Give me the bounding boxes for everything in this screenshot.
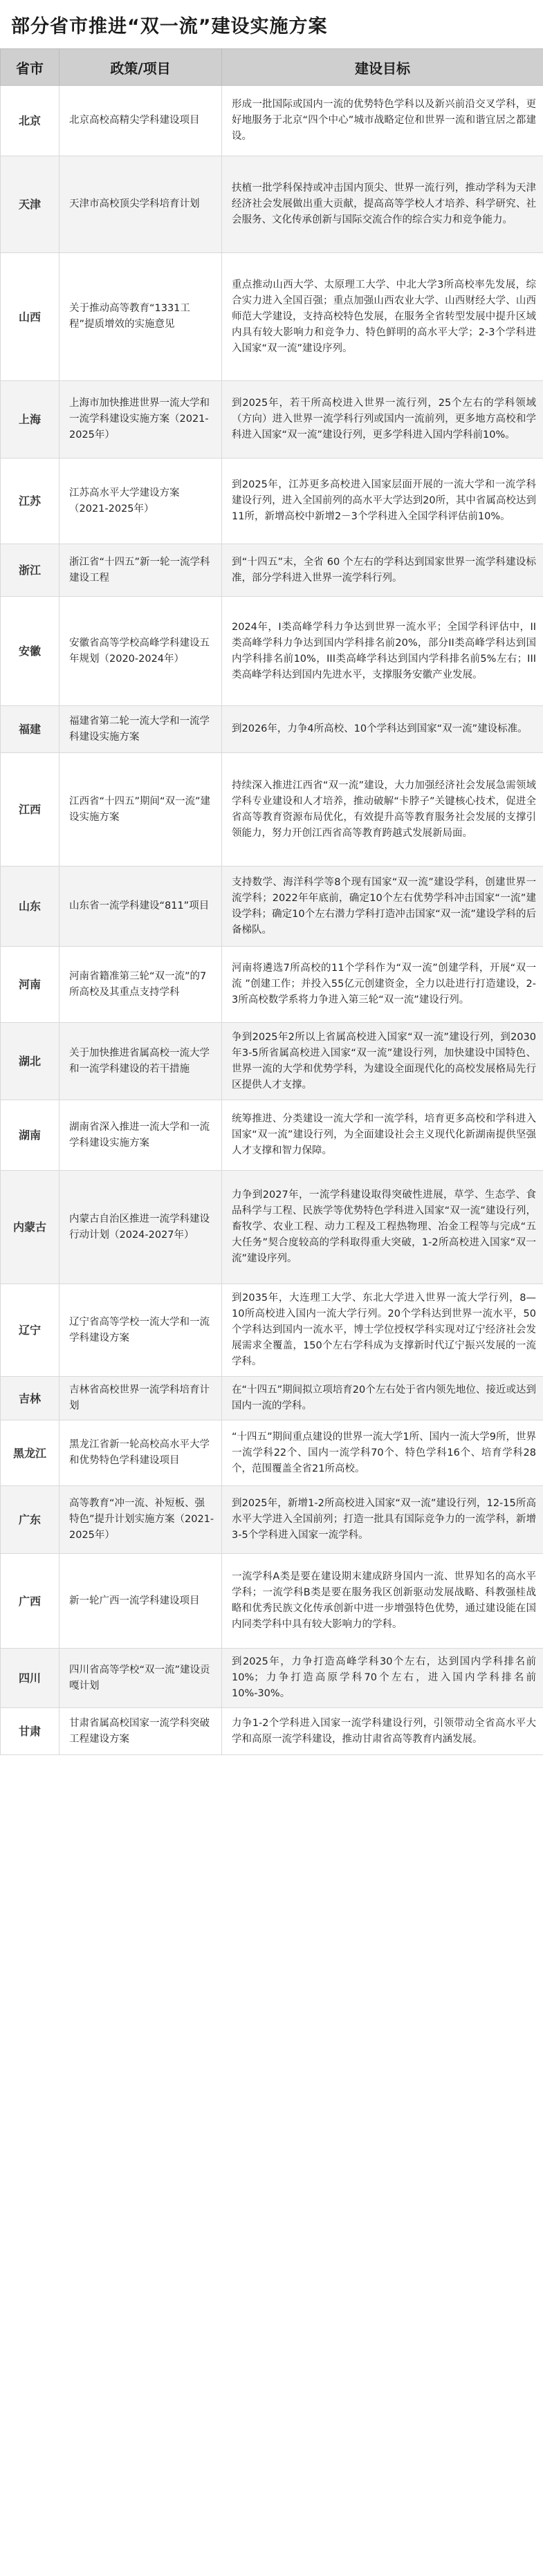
policy-cell: 北京高校高精尖学科建设项目 [59,86,222,156]
goal-cell: 支持数学、海洋科学等8个现有国家“双一流”建设学科，创建世界一流学科；2022年年底前，确定10个左右优势学科冲击国家“一流”建设学科；确定10个左右潜力学科打造冲击国家“双一流”建设学科的后备梯队。 [222,867,543,947]
table-row [1,381,543,458]
header-goal: 建设目标 [222,49,543,86]
province-cell: 福建 [1,706,59,753]
table-row [1,1100,543,1171]
table-row [1,156,543,253]
province-cell: 上海 [1,381,59,458]
table-row [1,1171,543,1284]
header-row [1,49,543,86]
policy-cell: 浙江省“十四五”新一轮一流学科建设工程 [59,544,222,597]
table-row [1,867,543,947]
policy-cell: 内蒙古自治区推进一流学科建设行动计划（2024-2027年） [59,1171,222,1284]
table-row [1,1486,543,1554]
province-cell: 天津 [1,156,59,253]
goal-cell: 重点推动山西大学、太原理工大学、中北大学3所高校率先发展，综合实力进入全国百强；重点加强山西农业大学、山西财经大学、山西师范大学建设，支持高校特色发展，在服务全省转型发展中提升区域内具有较大影响力和竞争力、特色鲜明的高水平大学；2-3个学科进入国家“双一流”建设序列。 [222,253,543,381]
policy-cell: 新一轮广西一流学科建设项目 [59,1554,222,1649]
province-cell: 广东 [1,1486,59,1554]
goal-cell: 到“十四五”末，全省 60 个左右的学科达到国家世界一流学科建设标准，部分学科进入世界一流学科行列。 [222,544,543,597]
province-cell: 内蒙古 [1,1171,59,1284]
policy-cell: 福建省第二轮一流大学和一流学科建设实施方案 [59,706,222,753]
table-row [1,1649,543,1708]
province-cell: 江西 [1,753,59,867]
province-cell: 山东 [1,867,59,947]
table-row [1,1420,543,1486]
title-bar [0,0,543,48]
province-cell: 广西 [1,1554,59,1649]
province-cell: 黑龙江 [1,1420,59,1486]
table-row [1,753,543,867]
table-row [1,706,543,753]
policy-cell: 高等教育“冲一流、补短板、强特色”提升计划实施方案（2021-2025年） [59,1486,222,1554]
province-cell: 安徽 [1,597,59,706]
table-row [1,544,543,597]
goal-cell: 2024年，I类高峰学科力争达到世界一流水平；全国学科评估中，II类高峰学科力争达到国内学科排名前20%，部分II类高峰学科达到国内学科排名前10%，III类高峰学科达到国内学科排名前5%左右；III类高峰学科达到国内先进水平，支撑服务安徽产业发展。 [222,597,543,706]
table-row [1,1284,543,1377]
table-body [1,86,543,1755]
goal-cell: 争到2025年2所以上省属高校进入国家“双一流”建设行列，到2030年3-5所省属高校进入国家“双一流”建设行列，加快建设中国特色、世界一流的大学和优势学科，为建设全面现代化的高校发展格局先行区提供人才支撑。 [222,1023,543,1100]
page-title: 部分省市推进“双一流”建设实施方案 [11,15,328,37]
goal-cell: 到2025年，江苏更多高校进入国家层面开展的一流大学和一流学科建设行列，进入全国前列的高水平大学达到20所，其中省属高校达到11所，新增高校中新增2－3个学科进入全国学科评估前10%。 [222,458,543,544]
province-cell: 山西 [1,253,59,381]
policy-cell: 安徽省高等学校高峰学科建设五年规划（2020-2024年） [59,597,222,706]
goal-cell: 河南将遴选7所高校的11个学科作为“双一流”创建学科，开展“双一流 ”创建工作；并投入55亿元创建资金，全力以赴进行打造建设，2-3所高校数学系将力争进入第三轮“双一流”建设行列。 [222,947,543,1023]
policy-cell: 辽宁省高等学校一流大学和一流学科建设方案 [59,1284,222,1377]
goal-cell: 力争1-2个学科进入国家一流学科建设行列，引领带动全省高水平大学和高原一流学科建设，推动甘肃省高等教育内涵发展。 [222,1708,543,1755]
goal-cell: 一流学科A类是要在建设期末建成跻身国内一流、世界知名的高水平学科；一流学科B类是要在服务我区创新驱动发展战略、科教强桂战略和优秀民族文化传承创新中进一步增强特色优势，通过建设能在国内同类学科中具有较大影响力的学科。 [222,1554,543,1649]
policy-cell: 湖南省深入推进一流大学和一流学科建设实施方案 [59,1100,222,1171]
goal-cell: 到2025年，力争打造高峰学科30个左右，达到国内学科排名前10%；力争打造高原学科70个左右，进入国内学科排名前10%-30%。 [222,1649,543,1708]
plan-table [0,48,543,1755]
policy-cell: 山东省一流学科建设“811”项目 [59,867,222,947]
goal-cell: 力争到2027年，一流学科建设取得突破性进展，草学、生态学、食品科学与工程、民族学等优势特色学科进入国家“双一流”建设行列，畜牧学、农业工程、动力工程及工程热物理、冶金工程等与完成“五大任务”契合度较高的学科取得重大突破，1-2所高校进入国家“双一流”建设序列。 [222,1171,543,1284]
policy-cell: 四川省高等学校“双一流”建设贡嘎计划 [59,1649,222,1708]
table-row [1,597,543,706]
province-cell: 吉林 [1,1377,59,1420]
policy-cell: 河南省籍准第三轮“双一流”的7所高校及其重点支持学科 [59,947,222,1023]
policy-cell: 天津市高校顶尖学科培育计划 [59,156,222,253]
goal-cell: 到2025年，若干所高校进入世界一流行列，25个左右的学科领域（方向）进入世界一流学科行列或国内一流前列，更多地方高校和学科进入国家“双一流”建设行列，更多学科进入国内学科前10%。 [222,381,543,458]
goal-cell: 持续深入推进江西省“双一流”建设，大力加强经济社会发展急需领域学科专业建设和人才培养，推动破解“卡脖子”关键核心技术，促进全省高等教育资源布局优化，有效提升高等教育服务社会发展的支撑引领能力，努力开创江西省高等教育跨越式发展新局面。 [222,753,543,867]
header-province: 省市 [1,49,59,86]
policy-cell: 关于推动高等教育“1331工程”提质增效的实施意见 [59,253,222,381]
table-row [1,1554,543,1649]
province-cell: 湖北 [1,1023,59,1100]
goal-cell: 在“十四五”期间拟立项培育20个左右处于省内领先地位、接近或达到国内一流的学科。 [222,1377,543,1420]
province-cell: 北京 [1,86,59,156]
policy-cell: 甘肃省属高校国家一流学科突破工程建设方案 [59,1708,222,1755]
table-row [1,253,543,381]
goal-cell: 形成一批国际或国内一流的优势特色学科以及新兴前沿交叉学科，更好地服务于北京“四个中心”城市战略定位和世界一流和谐宜居之都建设。 [222,86,543,156]
goal-cell: 统筹推进、分类建设一流大学和一流学科，培育更多高校和学科进入国家“双一流”建设行列，为全面建设社会主义现代化新湖南提供坚强人才支撑和智力保障。 [222,1100,543,1171]
table-row [1,86,543,156]
policy-cell: 江苏高水平大学建设方案（2021-2025年） [59,458,222,544]
table-row [1,947,543,1023]
table-row [1,1023,543,1100]
goal-cell: 到2025年，新增1-2所高校进入国家“双一流”建设行列，12-15所高水平大学进入全国前列；打造一批具有国际竞争力的一流学科，新增3-5个学科进入国家一流学科。 [222,1486,543,1554]
province-cell: 辽宁 [1,1284,59,1377]
policy-cell: 关于加快推进省属高校一流大学和一流学科建设的若干措施 [59,1023,222,1100]
province-cell: 四川 [1,1649,59,1708]
table-row [1,1708,543,1755]
province-cell: 甘肃 [1,1708,59,1755]
policy-cell: 江西省“十四五”期间“双一流”建设实施方案 [59,753,222,867]
table-row [1,458,543,544]
table-row [1,1377,543,1420]
goal-cell: 扶植一批学科保持或冲击国内顶尖、世界一流行列，推动学科为天津经济社会发展做出重大贡献，提高高等学校人才培养、科学研究、社会服务、文化传承创新与国际交流合作的综合实力和竞争能力。 [222,156,543,253]
province-cell: 浙江 [1,544,59,597]
table-header [1,49,543,86]
province-cell: 湖南 [1,1100,59,1171]
province-cell: 河南 [1,947,59,1023]
policy-cell: 黑龙江省新一轮高校高水平大学和优势特色学科建设项目 [59,1420,222,1486]
policy-cell: 吉林省高校世界一流学科培育计划 [59,1377,222,1420]
goal-cell: 到2026年，力争4所高校、10个学科达到国家“双一流”建设标准。 [222,706,543,753]
goal-cell: 到2035年，大连理工大学、东北大学进入世界一流大学行列，8—10所高校进入国内一流大学行列。20个学科达到世界一流水平，50个学科达到国内一流水平，博士学位授权学科实现对辽宁经济社会发展需求全覆盖，150个左右学科成为支撑新时代辽宁振兴发展的一流学科。 [222,1284,543,1377]
province-cell: 江苏 [1,458,59,544]
policy-cell: 上海市加快推进世界一流大学和一流学科建设实施方案（2021-2025年） [59,381,222,458]
header-policy: 政策/项目 [59,49,222,86]
goal-cell: “十四五”期间重点建设的世界一流大学1所、国内一流大学9所，世界一流学科22个、国内一流学科70个、特色学科16个、培育学科28个，范围覆盖全省21所高校。 [222,1420,543,1486]
